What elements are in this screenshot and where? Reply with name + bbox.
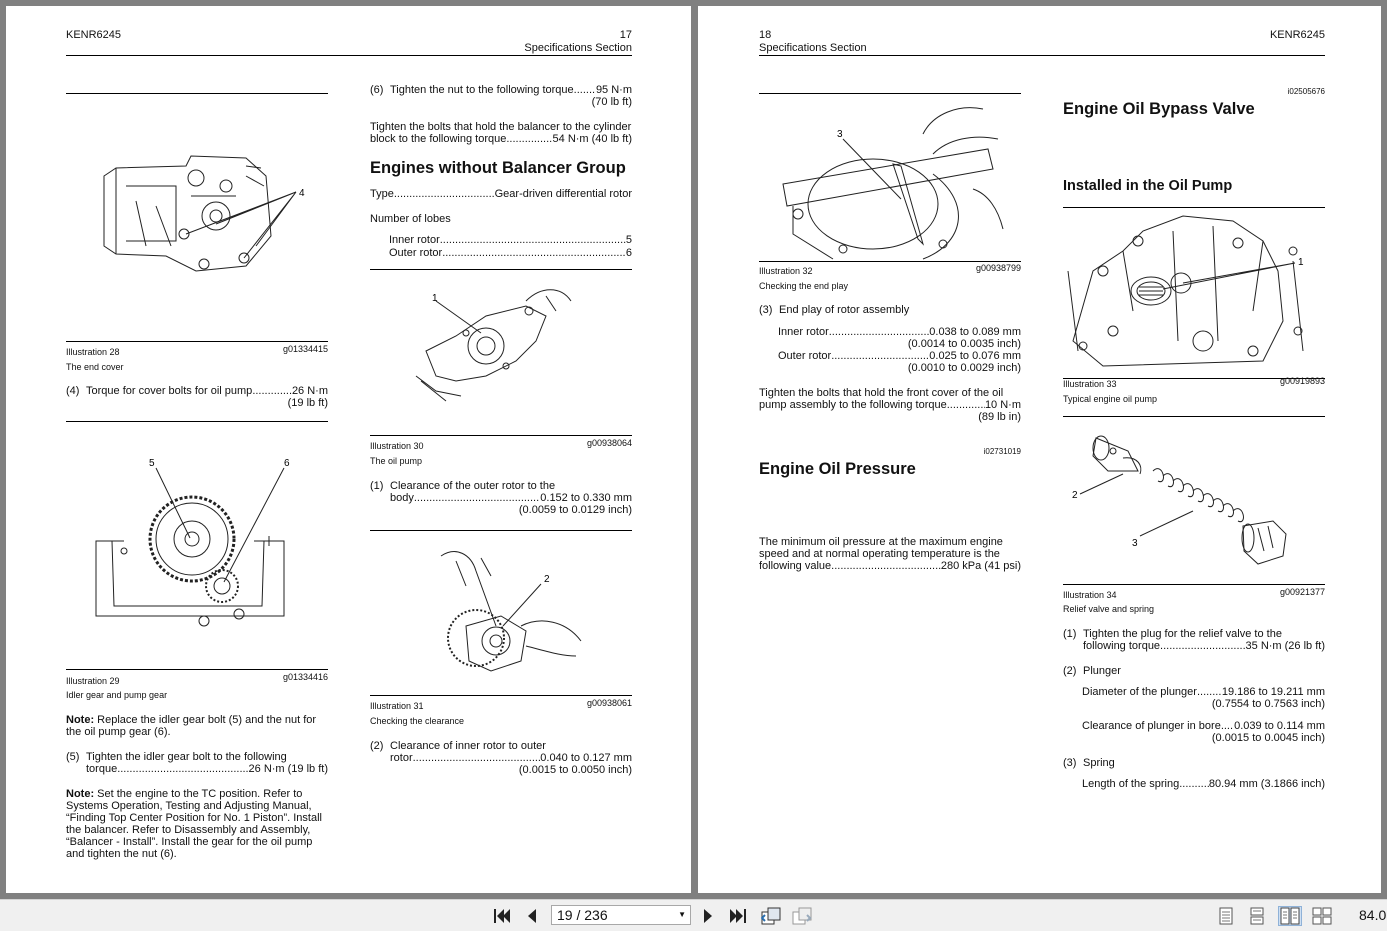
- lobes-title: Number of lobes: [370, 213, 451, 225]
- caption-rule: [1063, 584, 1325, 585]
- step-1-text2: body: [390, 492, 414, 504]
- ill34-callout-3: 3: [1132, 538, 1138, 549]
- ill30-code: g00938064: [586, 438, 632, 448]
- ill33-callout: 1: [1298, 257, 1304, 268]
- step-6-num: (6): [370, 84, 384, 96]
- plunger-diameter-label: Diameter of the plunger: [1082, 686, 1197, 698]
- idler-gear-illustration: [94, 446, 294, 631]
- caption-rule: [66, 341, 328, 342]
- oil-pump-installed-illustration: [1063, 211, 1325, 371]
- relief-step-2-num: (2): [1063, 665, 1077, 677]
- relief-step-1-text2: following torque.: [1083, 640, 1164, 652]
- balancer-bolts-torque: [370, 121, 632, 145]
- step-6-value2: (70 lb ft): [591, 96, 632, 108]
- end-play-values: [778, 326, 1021, 374]
- facing-view-button[interactable]: [1278, 906, 1302, 926]
- balancer-value: 54 N·m (40 lb ft): [552, 133, 632, 145]
- first-page-button[interactable]: [492, 906, 512, 926]
- type-row: [370, 188, 632, 200]
- step-5-text2: torque.: [86, 763, 121, 775]
- ill28-label: Illustration 28: [66, 347, 120, 357]
- previous-view-icon: [761, 907, 781, 925]
- note-idler-bolt: [66, 714, 328, 738]
- relief-valve-illustration: [1068, 426, 1298, 576]
- step-2-value2: (0.0015 to 0.0050 inch): [518, 764, 632, 776]
- plunger-clearance-value: 0.039 to 0.114 mm: [1234, 720, 1325, 732]
- step-2-num: (2): [370, 740, 384, 752]
- step-1-value: 0.152 to 0.330 mm: [540, 492, 632, 504]
- front-cover-text2: pump assembly to the following torque.: [759, 399, 950, 411]
- last-page-button[interactable]: [728, 906, 748, 926]
- step-1-value2: (0.0059 to 0.0129 inch): [518, 504, 632, 516]
- caption-rule: [66, 669, 328, 670]
- step-5-num: (5): [66, 751, 80, 763]
- inner-rotor-value2: (0.0014 to 0.0035 inch): [907, 338, 1021, 350]
- next-page-icon: [701, 908, 715, 924]
- spring-length: [1082, 778, 1325, 790]
- outer-rotor-value2: (0.0010 to 0.0029 inch): [907, 362, 1021, 374]
- pressure-heading: Engine Oil Pressure: [759, 460, 916, 478]
- front-cover-value2: (89 lb in): [978, 411, 1021, 423]
- note-tc-position: [66, 788, 328, 860]
- ill31-caption: Checking the clearance: [370, 716, 465, 726]
- single-page-view-icon: [1218, 907, 1234, 925]
- front-cover-text: Tighten the bolts that hold the front cover of the oil: [759, 387, 1004, 399]
- ill32-caption: Checking the end play: [759, 281, 849, 291]
- page-number: 17: [619, 29, 632, 41]
- plunger-clearance: [1082, 720, 1325, 744]
- ill33-label: Illustration 33: [1063, 379, 1117, 389]
- continuous-view-button[interactable]: [1247, 906, 1267, 926]
- relief-step-3-text: Spring: [1083, 757, 1115, 769]
- plunger-diameter-value: 19.186 to 19.211 mm: [1221, 686, 1325, 698]
- relief-step-1-value: 35 N·m (26 lb ft): [1245, 640, 1325, 652]
- plunger-clearance-value2: (0.0015 to 0.0045 inch): [1211, 732, 1325, 744]
- ill32-label: Illustration 32: [759, 266, 813, 276]
- step-6: [370, 84, 632, 108]
- doc-id: KENR6245: [66, 29, 122, 41]
- balancer-text2: block to the following torque.: [370, 133, 510, 145]
- type-label: Type: [370, 188, 394, 200]
- balancer-text: Tighten the bolts that hold the balancer to the cylinder: [370, 121, 632, 133]
- section-heading: Engines without Balancer Group: [370, 159, 626, 177]
- step-4-text: Torque for cover bolts for oil pump: [86, 385, 253, 397]
- bypass-heading: Engine Oil Bypass Valve: [1063, 100, 1255, 118]
- ill32-code: g00938799: [975, 263, 1021, 273]
- caption-rule: [370, 435, 632, 436]
- oil-pump-illustration: [406, 281, 576, 406]
- zoom-level[interactable]: 84.0: [1359, 907, 1387, 923]
- step-4-value2: (19 lb ft): [287, 397, 328, 409]
- ill34-callout-2: 2: [1072, 490, 1078, 501]
- step-4: [66, 385, 328, 409]
- next-page-button[interactable]: [698, 906, 718, 926]
- ill29-caption: Idler gear and pump gear: [66, 690, 168, 700]
- single-page-view-button[interactable]: [1216, 906, 1236, 926]
- inner-rotor-label: Inner rotor: [778, 326, 829, 338]
- caption-rule: [370, 695, 632, 696]
- continuous-facing-view-button[interactable]: [1312, 906, 1332, 926]
- step-5: [66, 751, 328, 775]
- relief-step-1-num: (1): [1063, 628, 1077, 640]
- pressure-line2: speed and at normal operating temperature is the: [759, 548, 1000, 560]
- step-6-text: Tighten the nut to the following torque.: [390, 84, 577, 96]
- relief-step-1: [1063, 628, 1325, 652]
- figure-rule: [66, 93, 328, 94]
- step-4-num: (4): [66, 385, 80, 397]
- plunger-diameter: [1082, 686, 1325, 710]
- navigation-toolbar: [0, 899, 1387, 931]
- ill32-callout: 3: [837, 129, 843, 140]
- ill29-callout-5: 5: [149, 458, 155, 469]
- first-page-icon: [493, 908, 511, 924]
- inner-rotor-value: 0.038 to 0.089 mm: [929, 326, 1021, 338]
- step-6-value: 95 N·m: [595, 84, 632, 96]
- front-cover-torque: [759, 387, 1021, 423]
- pressure-value: 280 kPa (41 psi): [940, 560, 1021, 572]
- ill33-code: g00919893: [1279, 376, 1325, 386]
- ill30-callout: 1: [432, 293, 438, 304]
- page-number-field[interactable]: [551, 905, 691, 925]
- last-page-icon: [729, 908, 747, 924]
- inner-rotor-value: 5: [625, 234, 632, 246]
- continuous-view-icon: [1249, 907, 1265, 925]
- inner-rotor-label: Inner rotor: [389, 234, 440, 246]
- step-2-text: Clearance of inner rotor to outer: [390, 740, 546, 752]
- step-1-text: Clearance of the outer rotor to the: [390, 480, 556, 492]
- step-3-text: End play of rotor assembly: [779, 304, 910, 316]
- step-1: [370, 480, 632, 516]
- step-3: [759, 304, 909, 316]
- continuous-facing-view-icon: [1312, 907, 1332, 925]
- lobes-list: [389, 234, 632, 259]
- relief-step-1-text: Tighten the plug for the relief valve to the: [1083, 628, 1282, 640]
- pressure-line1: The minimum oil pressure at the maximum engine: [759, 536, 1003, 548]
- facing-view-icon: [1280, 907, 1300, 925]
- relief-step-2: [1063, 665, 1121, 677]
- figure-rule: [370, 269, 632, 270]
- header-rule: [759, 55, 1325, 56]
- ill34-code: g00921377: [1279, 587, 1325, 597]
- ill28-caption: The end cover: [66, 362, 124, 372]
- caption-rule: [759, 261, 1021, 262]
- note-text: Replace the idler gear bolt (5) and the nut for the oil pump gear (6).: [66, 714, 317, 738]
- ill28-callout: 4: [299, 188, 305, 199]
- figure-rule: [1063, 207, 1325, 208]
- ill29-label: Illustration 29: [66, 676, 120, 686]
- end-play-illustration: [773, 94, 1008, 262]
- type-value: Gear-driven differential rotor: [494, 188, 632, 200]
- step-2-text2: rotor: [390, 752, 413, 764]
- outer-rotor-label: Outer rotor: [389, 247, 443, 259]
- ill28-code: g01334415: [282, 344, 328, 354]
- step-4-value: 26 N·m: [291, 385, 328, 397]
- ill34-label: Illustration 34: [1063, 590, 1117, 600]
- ill29-code: g01334416: [282, 672, 328, 682]
- ill31-label: Illustration 31: [370, 701, 424, 711]
- ill30-caption: The oil pump: [370, 456, 423, 466]
- bypass-id: i02505676: [1287, 87, 1325, 96]
- dropdown-caret-icon[interactable]: ▼: [678, 910, 686, 919]
- section-title: Specifications Section: [759, 42, 867, 54]
- ill33-caption: Typical engine oil pump: [1063, 394, 1158, 404]
- relief-step-3: [1063, 757, 1115, 769]
- figure-rule: [66, 421, 328, 422]
- step-1-num: (1): [370, 480, 384, 492]
- plunger-diameter-value2: (0.7554 to 0.7563 inch): [1211, 698, 1325, 710]
- figure-rule: [370, 530, 632, 531]
- ill34-caption: Relief valve and spring: [1063, 604, 1155, 614]
- spring-length-value: 80.94 mm (3.1866 inch): [1208, 778, 1325, 790]
- spring-length-label: Length of the spring: [1082, 778, 1180, 790]
- section-title: Specifications Section: [524, 42, 632, 54]
- relief-step-3-num: (3): [1063, 757, 1077, 769]
- header-rule: [66, 55, 632, 56]
- doc-id: KENR6245: [1269, 29, 1325, 41]
- note-label: Note:: [66, 714, 95, 726]
- pressure-text: [759, 536, 1021, 572]
- figure-rule: [1063, 416, 1325, 417]
- ill30-label: Illustration 30: [370, 441, 424, 451]
- ill29-callout-6: 6: [284, 458, 290, 469]
- step-2-value: 0.040 to 0.127 mm: [540, 752, 632, 764]
- installed-heading: Installed in the Oil Pump: [1063, 178, 1233, 194]
- next-view-icon: [792, 907, 812, 925]
- ill31-callout: 2: [544, 574, 550, 585]
- page-number: 18: [759, 29, 772, 41]
- left-page: [6, 6, 691, 893]
- ill31-code: g00938061: [586, 698, 632, 708]
- outer-rotor-label: Outer rotor: [778, 350, 832, 362]
- step-5-value: 26 N·m (19 lb ft): [248, 763, 328, 775]
- pressure-line3: following value.: [759, 560, 835, 572]
- outer-rotor-value: 0.025 to 0.076 mm: [929, 350, 1021, 362]
- plunger-clearance-label: Clearance of plunger in bore: [1082, 720, 1221, 732]
- previous-page-icon: [525, 908, 539, 924]
- step-5-text: Tighten the idler gear bolt to the following: [86, 751, 287, 763]
- step-2: [370, 740, 632, 776]
- previous-page-button[interactable]: [522, 906, 542, 926]
- right-page: [698, 6, 1381, 893]
- note-label: Note:: [66, 788, 95, 800]
- outer-rotor-value: 6: [625, 247, 632, 259]
- page-number-text: 19 / 236: [557, 907, 608, 923]
- front-cover-value: 10 N·m: [984, 399, 1021, 411]
- relief-step-2-text: Plunger: [1083, 665, 1121, 677]
- pressure-id: i02731019: [983, 447, 1021, 456]
- previous-view-button[interactable]: [761, 906, 781, 926]
- note-text: Set the engine to the TC position. Refer to Systems Operation, Testing and Adjusting Manual, “Finding Top Center Position for No. 1 Piston”. Install the balancer. Refer to Disassembly and Assembly, “Balancer - Install”. Install the gear for the oil pump and tighten the nut (6).: [66, 788, 322, 860]
- next-view-button[interactable]: [792, 906, 812, 926]
- clearance-check-illustration: [431, 546, 591, 686]
- step-3-num: (3): [759, 304, 773, 316]
- end-cover-illustration: [96, 146, 316, 276]
